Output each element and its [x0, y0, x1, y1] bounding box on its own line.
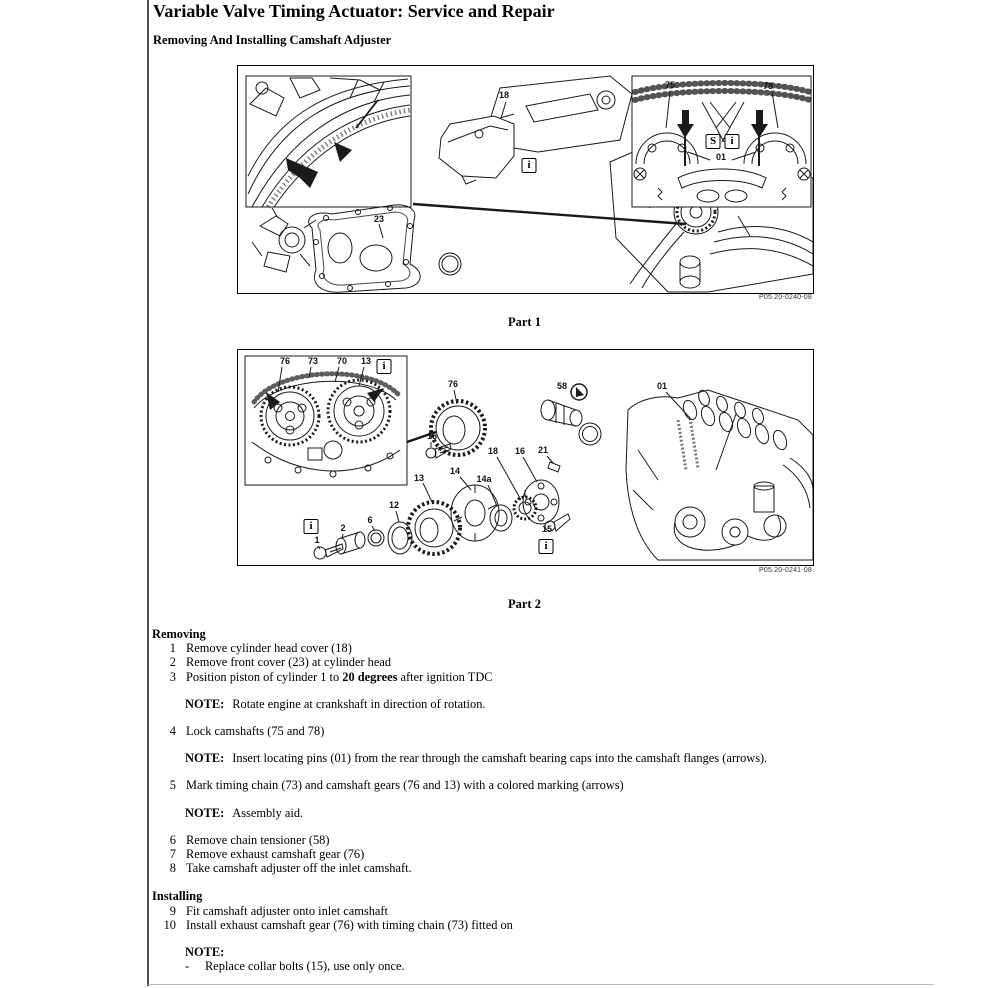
procedure-step [152, 904, 984, 918]
note-dash-item: - Replace collar bolts (15), use only once. [185, 959, 405, 974]
procedure-text [152, 627, 984, 973]
procedure-step [152, 641, 984, 655]
part-label-75: 75 [664, 80, 676, 90]
step-number: 7 [169, 847, 176, 862]
part-label-12: 12 [388, 500, 400, 510]
note-label: NOTE: [185, 751, 225, 766]
part-label-18: 18 [487, 446, 499, 456]
page-left-border [147, 0, 149, 986]
note [185, 751, 984, 765]
note [185, 806, 984, 820]
step-text: Position piston of cylinder 1 to 20 degrees after ignition TDC [186, 669, 493, 684]
step-number: 3 [169, 669, 176, 684]
procedure-step [152, 833, 984, 847]
note-label: NOTE: [185, 696, 225, 711]
figure-part1-caption: Part 1 [508, 315, 541, 329]
step-text: Mark timing chain (73) and camshaft gears (76 and 13) with a colored marking (arrows) [186, 778, 624, 793]
figure-part1 [237, 65, 814, 294]
part-label-76: 76 [447, 379, 459, 389]
procedure-step [152, 670, 984, 684]
part-label-76: 76 [279, 356, 291, 366]
part-label-14: 14 [449, 466, 461, 476]
figure-part2-caption: Part 2 [508, 597, 541, 611]
procedure-step [152, 918, 984, 932]
procedure-step [152, 655, 984, 669]
step-number: 10 [163, 917, 176, 932]
step-number: 4 [169, 724, 176, 739]
part-label-14a: 14a [476, 474, 492, 484]
section-heading-removing: Removing [152, 627, 206, 641]
part-label-15: 15 [426, 431, 438, 441]
figure-part1-code: P05.20-0240-08 [758, 294, 812, 301]
step-number: 1 [169, 641, 176, 656]
section-heading-installing: Installing [152, 889, 203, 904]
step-text: Remove chain tensioner (58) [186, 832, 330, 847]
part-label-70: 70 [336, 356, 348, 366]
page-bottom-border [148, 984, 934, 985]
part-label-2: 2 [340, 523, 346, 533]
spec-marker-box: S [706, 134, 721, 149]
info-marker-box: i [522, 158, 537, 173]
info-marker-box: i [725, 134, 740, 149]
procedure-step [152, 778, 984, 792]
page-title: Variable Valve Timing Actuator: Service and Repair [153, 1, 555, 21]
step-text: Lock camshafts (75 and 78) [186, 724, 325, 739]
step-text: Remove cylinder head cover (18) [186, 641, 352, 656]
part-label-73: 73 [307, 356, 319, 366]
part-label-16: 16 [514, 446, 526, 456]
info-marker-box: i [304, 519, 319, 534]
part-label-6: 6 [367, 515, 373, 525]
note [185, 697, 984, 711]
info-marker-box: i [539, 539, 554, 554]
note-text: Assembly aid. [232, 805, 304, 820]
note-block [185, 945, 984, 973]
procedure-step [152, 847, 984, 861]
step-number: 8 [169, 861, 176, 876]
figure-part1-labels [238, 66, 813, 293]
info-marker-box: i [377, 359, 392, 374]
note-label: NOTE: [185, 945, 225, 960]
procedure-step [152, 724, 984, 738]
part-label-18: 18 [498, 90, 510, 100]
part-label-15: 15 [541, 524, 553, 534]
step-number: 9 [169, 903, 176, 918]
step-number: 6 [169, 832, 176, 847]
step-text: Take camshaft adjuster off the inlet camshaft. [186, 861, 412, 876]
note-label: NOTE: [185, 805, 225, 820]
step-number: 5 [169, 778, 176, 793]
part-label-1: 1 [314, 535, 320, 545]
procedure-step [152, 861, 984, 875]
part-label-23: 23 [373, 214, 385, 224]
note-text: Insert locating pins (01) from the rear through the camshaft bearing caps into the camshaft flanges (arrows). [232, 751, 768, 766]
part-label-01: 01 [715, 152, 727, 162]
note-text: Rotate engine at crankshaft in direction of rotation. [232, 696, 486, 711]
part-label-13: 13 [413, 473, 425, 483]
page-subtitle: Removing And Installing Camshaft Adjuster [153, 33, 392, 47]
part-label-13: 13 [360, 356, 372, 366]
note-dash-text: Replace collar bolts (15), use only once. [205, 959, 405, 974]
part-label-01: 01 [656, 381, 668, 391]
step-text: Install exhaust camshaft gear (76) with timing chain (73) fitted on [186, 917, 513, 932]
part-label-21: 21 [537, 445, 549, 455]
step-text: Remove front cover (23) at cylinder head [186, 655, 392, 670]
figure-part2-labels [238, 350, 813, 565]
step-text: Remove exhaust camshaft gear (76) [186, 847, 365, 862]
part-label-78: 78 [762, 81, 774, 91]
figure-part2 [237, 349, 814, 566]
step-number: 2 [169, 655, 176, 670]
step-text: Fit camshaft adjuster onto inlet camshaft [186, 903, 388, 918]
part-label-58: 58 [556, 381, 568, 391]
figure-part2-code: P05.20-0241-08 [758, 567, 812, 574]
